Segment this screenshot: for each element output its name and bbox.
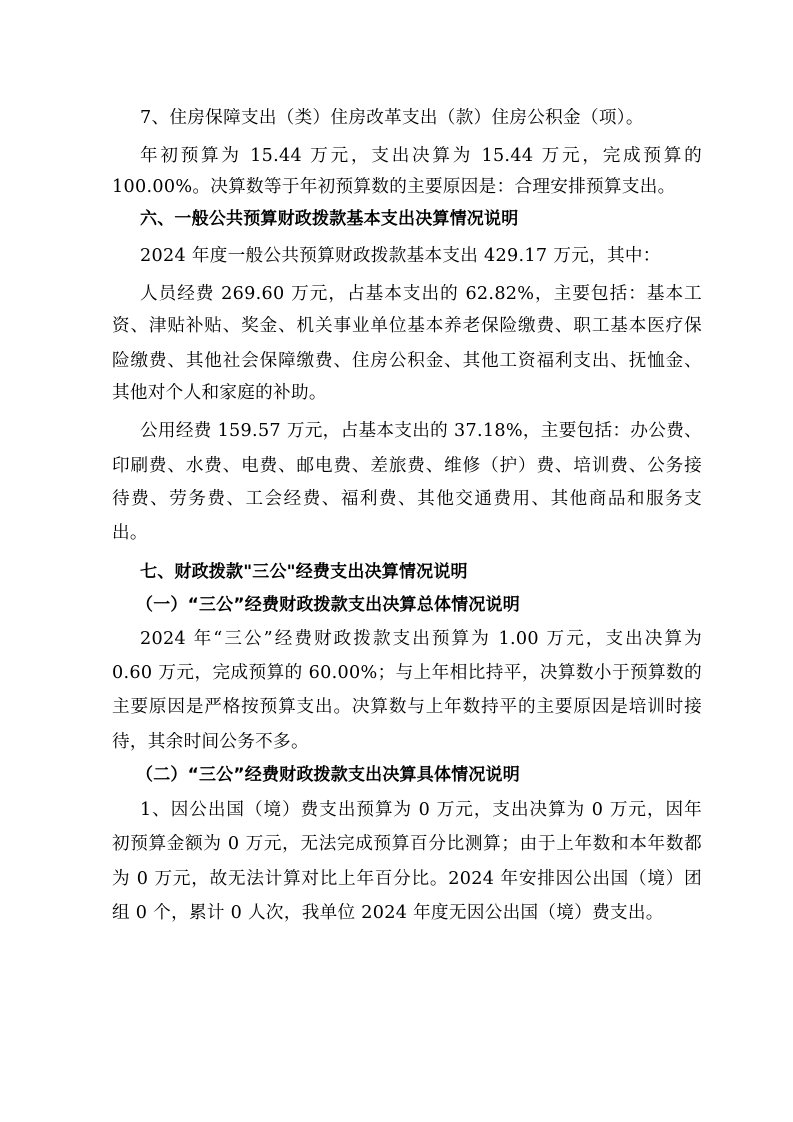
item-7-title: 7、住房保障支出（类）住房改革支出（款）住房公积金（项）。: [140, 108, 644, 128]
personnel-line-1: 人员经费 269.60 万元，占基本支出的 62.82%，主要包括：基本工: [140, 284, 702, 304]
section-6-heading: 六、一般公共预算财政拨款基本支出决算情况说明: [140, 209, 519, 229]
subsection-2-line-4: 组 0 个，累计 0 人次，我单位 2024 年度无因公出国（境）费支出。: [112, 903, 664, 923]
public-line-2: 印刷费、水费、电费、邮电费、差旅费、维修（护）费、培训费、公务接: [112, 456, 702, 476]
item-7-line-2: 100.00%。决算数等于年初预算数的主要原因是：合理安排预算支出。: [112, 177, 676, 197]
personnel-line-4: 其他对个人和家庭的补助。: [112, 383, 327, 403]
subsection-2-line-2: 初预算金额为 0 万元，无法完成预算百分比测算；由于上年数和本年数都: [112, 834, 702, 854]
personnel-line-3: 险缴费、其他社会保障缴费、住房公积金、其他工资福利支出、抚恤金、: [112, 351, 702, 371]
item-7-line-1: 年初预算为 15.44 万元，支出决算为 15.44 万元，完成预算的: [140, 146, 702, 166]
section-7-heading: 七、财政拨款"三公"经费支出决算情况说明: [140, 562, 468, 582]
subsection-1-line-3: 主要原因是严格按预算支出。决算数与上年数持平的主要原因是培训时接: [112, 697, 702, 717]
public-line-3: 待费、劳务费、工会经费、福利费、其他交通费用、其他商品和服务支: [112, 489, 702, 509]
section-6-intro: 2024 年度一般公共预算财政拨款基本支出 429.17 万元，其中：: [140, 246, 661, 266]
public-line-4: 出。: [112, 523, 148, 543]
public-line-1: 公用经费 159.57 万元，占基本支出的 37.18%，主要包括：办公费、: [140, 421, 702, 441]
subsection-1-line-2: 0.60 万元，完成预算的 60.00%；与上年相比持平，决算数小于预算数的: [112, 663, 702, 683]
subsection-1-line-4: 待，其余时间公务不多。: [112, 732, 309, 752]
personnel-line-2: 资、津贴补贴、奖金、机关事业单位基本养老保险缴费、职工基本医疗保: [112, 316, 702, 336]
subsection-2-line-1: 1、因公出国（境）费支出预算为 0 万元，支出决算为 0 万元，因年: [140, 800, 702, 820]
subsection-2-heading: （二）“三公”经费财政拨款支出决算具体情况说明: [136, 765, 520, 785]
subsection-1-heading: （一）“三公”经费财政拨款支出决算总体情况说明: [136, 595, 520, 615]
subsection-2-line-3: 为 0 万元，故无法计算对比上年百分比。2024 年安排因公出国（境）团: [112, 869, 702, 889]
subsection-1-line-1: 2024 年“三公”经费财政拨款支出预算为 1.00 万元，支出决算为: [140, 629, 702, 649]
